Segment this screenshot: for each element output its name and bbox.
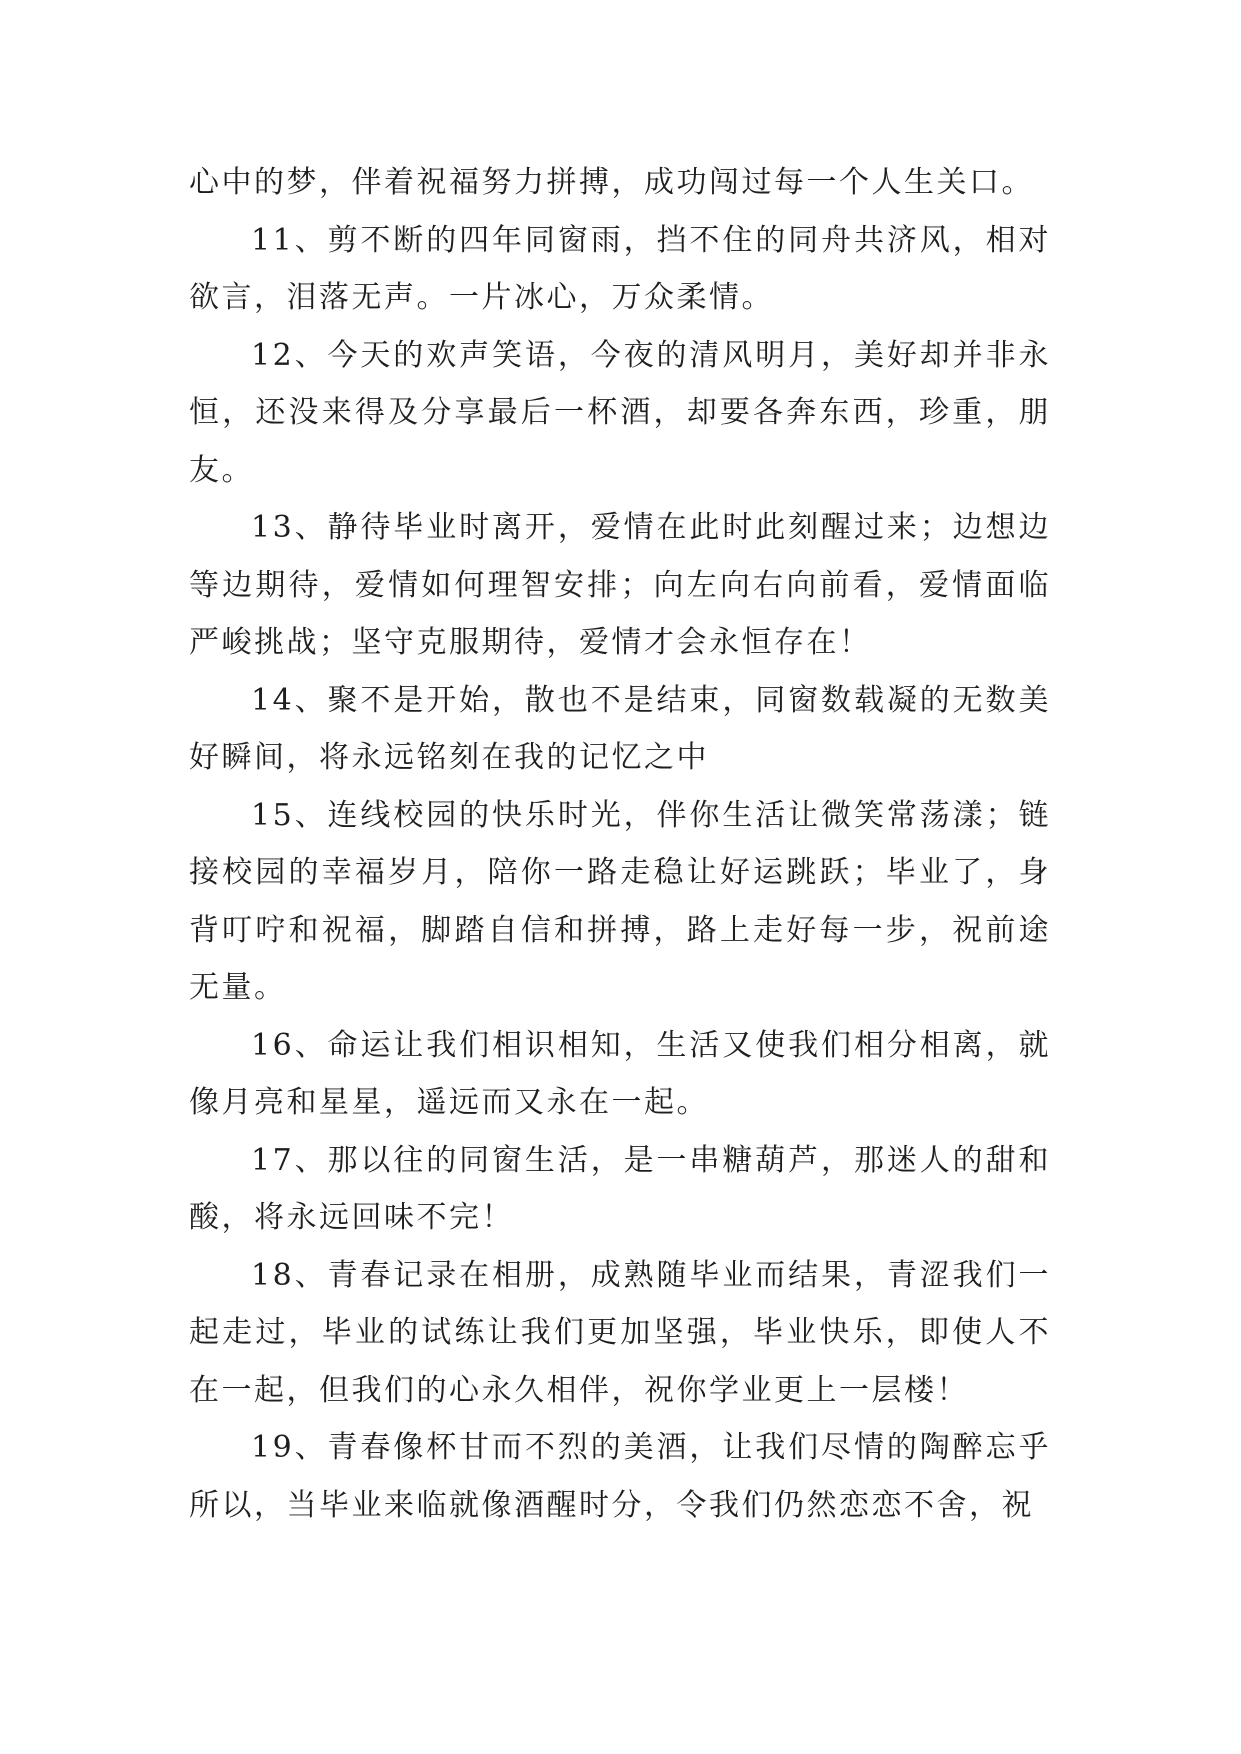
paragraph-item-17: 17、那以往的同窗生活，是一串糖葫芦，那迷人的甜和酸，将永远回味不完！ (189, 1142, 1051, 1235)
paragraph-item-18: 18、青春记录在相册，成熟随毕业而结果，青涩我们一起走过，毕业的试练让我们更加坚强，毕业快乐，即使人不在一起，但我们的心永久相伴，祝你学业更上一层楼！ (189, 1257, 1051, 1408)
paragraph-item-13: 13、静待毕业时离开，爱情在此时此刻醒过来；边想边等边期待，爱情如何理智安排；向左向右向前看，爱情面临严峻挑战；坚守克服期待，爱情才会永恒存在！ (189, 510, 1051, 660)
paragraph-item-19: 19、青春像杯甘而不烈的美酒，让我们尽情的陶醉忘乎所以，当毕业来临就像酒醒时分，令我们仍然恋恋不舍，祝 (189, 1430, 1051, 1523)
paragraph-item-15: 15、连线校园的快乐时光，伴你生活让微笑常荡漾；链接校园的幸福岁月，陪你一路走稳让好运跳跃；毕业了，身背叮咛和祝福，脚踏自信和拼搏，路上走好每一步，祝前途无量。 (189, 797, 1051, 1005)
paragraph-item-12: 12、今天的欢声笑语，今夜的清风明月，美好却并非永恒，还没来得及分享最后一杯酒，却要各奔东西，珍重，朋友。 (189, 337, 1051, 488)
document-body (189, 154, 1051, 1534)
paragraph-item-14: 14、聚不是开始，散也不是结束，同窗数载凝的无数美好瞬间，将永远铭刻在我的记忆之中 (189, 682, 1051, 775)
paragraph-continuation: 心中的梦，伴着祝福努力拼搏，成功闯过每一个人生关口。 (189, 165, 1034, 200)
paragraph-item-11: 11、剪不断的四年同窗雨，挡不住的同舟共济风，相对欲言，泪落无声。一片冰心，万众柔情。 (189, 222, 1051, 315)
paragraph-item-16: 16、命运让我们相识相知，生活又使我们相分相离，就像月亮和星星，遥远而又永在一起。 (189, 1027, 1051, 1120)
